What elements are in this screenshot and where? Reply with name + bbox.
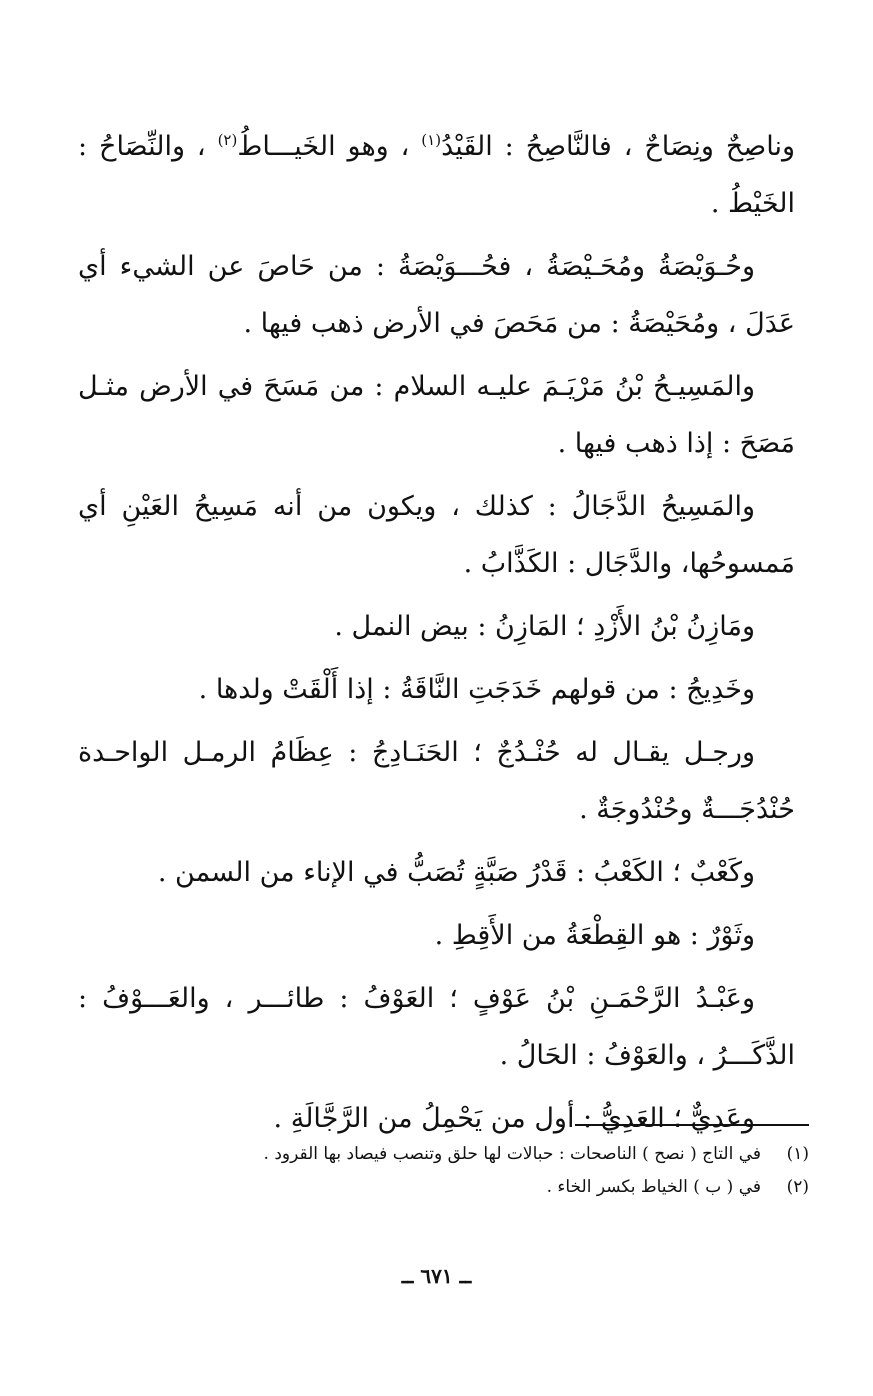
footnote-reference: (٢) [217,131,238,149]
paragraph [78,118,795,232]
paragraph [78,358,795,472]
text-segment: وكَعْبٌ ؛ الكَعْبُ : قَدْرُ صَبَّةٍ تُصَبُّ في الإناء من السمن . [157,857,755,888]
text-segment: وخَدِيجُ : من قولهم خَدَجَتِ النَّاقَةُ : إذا أَلْقَتْ ولدها . [198,674,755,705]
footnote-number: (١) [786,1144,809,1164]
text-segment: وناصِحٌ ونِصَاحٌ ، فالنَّاصِحُ : القَيْدُ [441,131,796,162]
paragraph [78,661,795,718]
paragraph [78,598,795,655]
paragraph [78,478,795,592]
paragraph [78,907,795,964]
footnote-reference: (١) [421,131,442,149]
text-segment: ، وهو الخَيـــاطُ [237,131,422,162]
footnote-text: في ( ب ) الخياط بكسر الخاء . [546,1177,761,1197]
footnote-number: (٢) [786,1177,809,1197]
footnote-divider [575,1124,809,1126]
paragraph [78,724,795,838]
footnote [90,1171,809,1204]
text-segment: والمَسِيحُ الدَّجَالُ : كذلك ، ويكون من أنه مَسِيحُ العَيْنِ أي مَمسوحُها، والدَّجَال : الكَذَّابُ . [78,491,795,579]
text-segment: وحُـوَيْصَةُ ومُحَـيْصَةُ ، فحُـــوَيْصَةُ : من حَاصَ عن الشيء أي عَدَلَ ، ومُحَيْصَةُ : من مَحَصَ في الأرض ذهب فيها . [78,251,795,339]
paragraph [78,970,795,1084]
page-number: ــ ٦٧١ ــ [401,1264,472,1288]
text-segment: ومَازِنُ بْنُ الأَزْدِ ؛ المَازِنُ : بيض النمل . [334,611,755,642]
text-segment: ، والنِّصَاحُ : الخَيْطُ . [78,131,795,219]
main-text [78,118,795,1153]
paragraph [78,238,795,352]
text-segment: وثَوْرٌ : هو القِطْعَةُ من الأَقِطِ . [434,920,755,951]
text-segment: وعَبْـدُ الرَّحْمَـنِ بْنُ عَوْفٍ ؛ العَوْفُ : طائـــر ، والعَـــوْفُ : الذَّكَـــرُ ، والعَوْفُ : الحَالُ . [78,983,795,1071]
text-segment: ورجـل يقـال له حُنْـدُجٌ ؛ الحَنَـادِجُ : عِظَامُ الرمـل الواحـدة حُنْدُجَـــةٌ وحُنْدُوجَةٌ . [78,737,795,825]
footnote-text: في التاج ( نصح ) الناصحات : حبالات لها حلق وتنصب فيصاد بها القرود . [263,1144,761,1164]
text-segment: والمَسِيـحُ بْنُ مَرْيَـمَ عليـه السلام : من مَسَحَ في الأرض مثـل مَصَحَ : إذا ذهب فيها . [78,371,795,459]
footnote [90,1138,809,1171]
paragraph [78,844,795,901]
footnotes [90,1138,809,1204]
text-segment: وعَدِيٌّ ؛ العَدِيُّ : أول من يَحْمِلُ من الرَّجَّالَةِ . [273,1103,755,1134]
